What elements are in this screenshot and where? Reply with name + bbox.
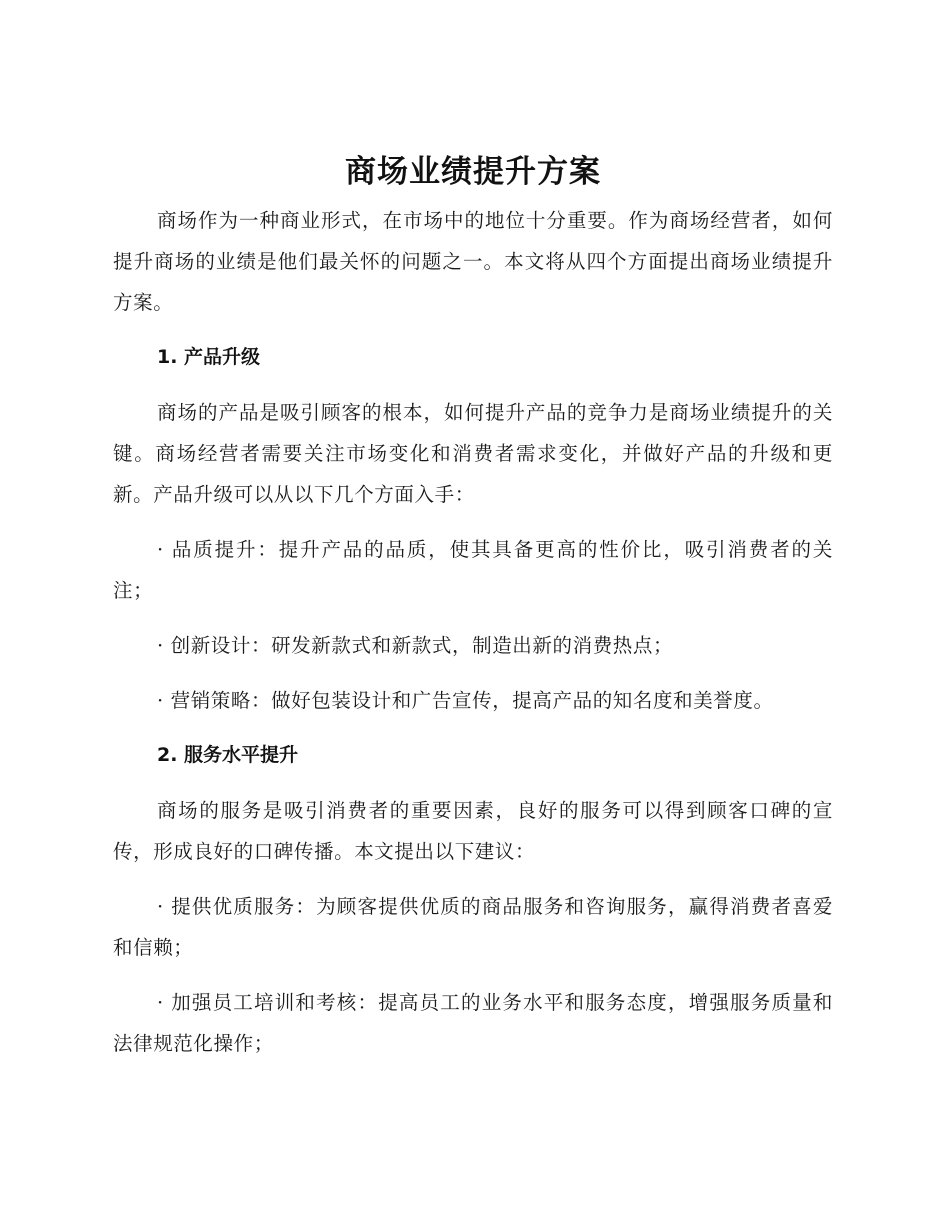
spacer <box>113 323 833 337</box>
bullet-item-staff-training: · 加强员工培训和考核：提高员工的业务水平和服务态度，增强服务质量和法律规范化操作； <box>113 991 833 1055</box>
spacer <box>113 515 833 529</box>
spacer <box>113 611 833 625</box>
document-body <box>113 150 833 1064</box>
section-heading-service: 2. 服务水平提升 <box>157 744 299 766</box>
section-paragraph-service: 商场的服务是吸引消费者的重要因素，良好的服务可以得到顾客口碑的宣传，形成良好的口碑传播。本文提出以下建议： <box>113 799 833 863</box>
bullet-item-marketing: · 营销策略：做好包装设计和广告宣传，提高产品的知名度和美誉度。 <box>157 689 774 712</box>
bullet-item-quality: · 品质提升：提升产品的品质，使其具备更高的性价比，吸引消费者的关注； <box>113 538 833 602</box>
section-heading-product-upgrade: 1. 产品升级 <box>157 346 261 368</box>
document-title: 商场业绩提升方案 <box>345 154 601 190</box>
intro-paragraph: 商场作为一种商业形式，在市场中的地位十分重要。作为商场经营者，如何提升商场的业绩是他们最关怀的问题之一。本文将从四个方面提出商场业绩提升方案。 <box>113 209 833 314</box>
section-paragraph-product-upgrade: 商场的产品是吸引顾客的根本，如何提升产品的竞争力是商场业绩提升的关键。商场经营者需要关注市场变化和消费者需求变化，并做好产品的升级和更新。产品升级可以从以下几个方面入手： <box>113 401 833 506</box>
spacer <box>113 721 833 735</box>
spacer <box>113 666 833 680</box>
spacer <box>113 968 833 982</box>
bullet-item-design: · 创新设计：研发新款式和新款式，制造出新的消费热点； <box>157 634 674 657</box>
spacer <box>113 378 833 392</box>
bullet-item-quality-service: · 提供优质服务：为顾客提供优质的商品服务和咨询服务，赢得消费者喜爱和信赖； <box>113 895 833 959</box>
spacer <box>113 776 833 790</box>
spacer <box>113 872 833 886</box>
